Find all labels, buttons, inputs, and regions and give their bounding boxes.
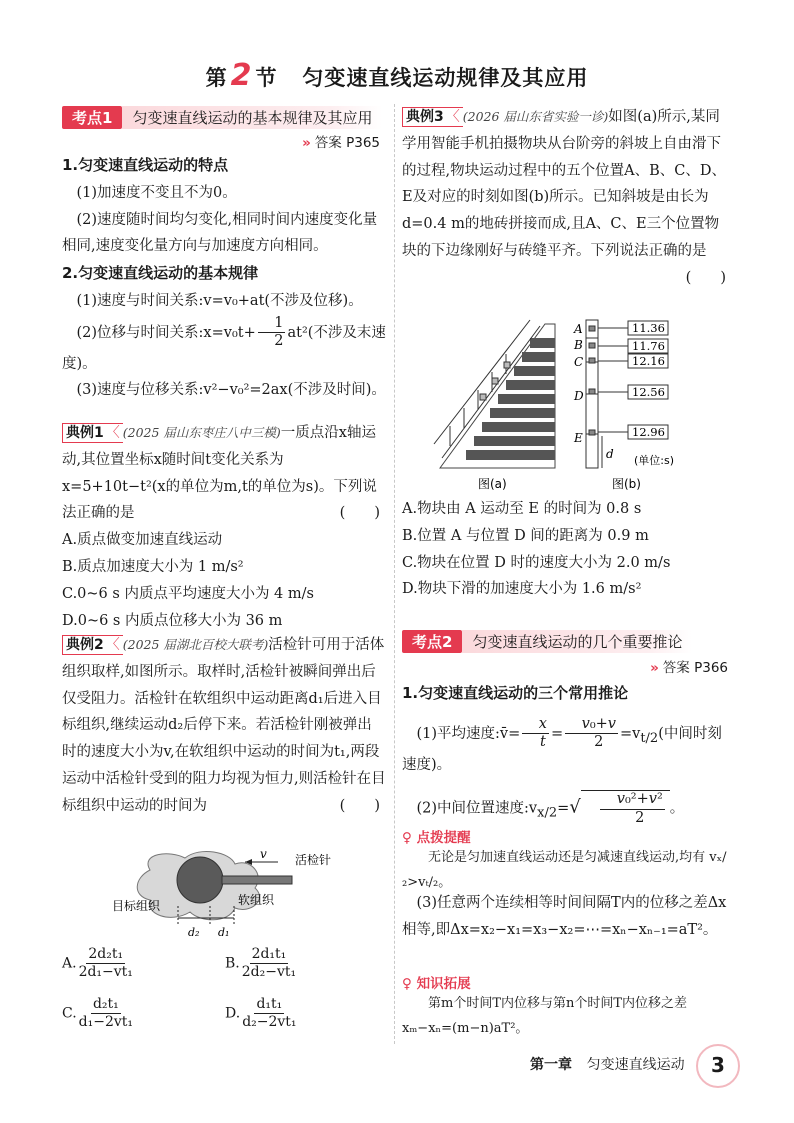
k2-answer: » 答案 P366 [650, 660, 728, 676]
ex2-option-b: B. $\frac{\text{2d₁t₁}}{\text{2d₂−vt₁}}$ [225, 946, 297, 980]
ex2-tag: 典例2 〈 [62, 635, 123, 655]
soft-label: 软组织 [238, 893, 275, 907]
ex1-option-a: A.质点做变加速直线运动 [62, 532, 223, 549]
needle-d1: d₁ [218, 926, 230, 938]
ex2-text: 活检针可用于活体组织取样,如图所示。取样时,活检针被瞬间弹出后仅受阻力。活检针在软组织中运动距离d₁后进入目标组织,继续运动d₂后停下来。若活检针刚被弹出时的速度大小为v,在软组织中运动的时间为t₁,两段运动中活检针受到的阻力均视为恒力,则活检针在目标组织中运动的时间为 [62, 637, 386, 814]
s2-line-3: (3)任意两个连续相等时间间隔T内的位移之差Δx相等,即Δx=x₂−x₁=x₃−x₂=⋯=xₙ−xₙ₋₁=aT²。 [402, 895, 727, 938]
s1-heading-1: 1.匀变速直线运动的特点 [62, 156, 229, 174]
s1-line-2: (2)速度随时间均匀变化,相同时间内速度变化量相同,速度变化量方向与加速度方向相同。 [62, 211, 378, 255]
k1-label: 匀变速直线运动的基本规律及其应用 [122, 106, 382, 129]
ex2-option-a: A. $\frac{\text{2d₂t₁}}{\text{2d₁−vt₁}}$ [62, 946, 133, 980]
d-label: d [606, 447, 614, 461]
ex2-option-d: D. $\frac{\text{d₁t₁}}{\text{d₂−2vt₁}}$ [225, 996, 297, 1030]
section1 [62, 152, 386, 404]
ex3-option-d: D.物块下滑的加速度大小为 1.6 m/s² [402, 581, 642, 598]
tip-text: 无论是匀加速直线运动还是匀减速直线运动,均有 vₓ/₂>vₜ/₂。 [402, 850, 727, 890]
ex3-text: 如图(a)所示,某同学用智能手机拍摄物块从台阶旁的斜坡上自由滑下的过程,物块运动过程中的五个位置A、B、C、D、E及对应的时刻如图(b)所示。已知斜坡是由长为d=0.4 m的地砖拼接而成,且A、C、E三个位置物块的下边缘刚好与砖缝平齐。下列说法正确的是 [402, 109, 726, 260]
ex1-paren: ( ) [339, 505, 380, 522]
time-a: 11.36 [632, 321, 665, 335]
s2-heading-1: 1.匀变速直线运动的三个常用推论 [402, 684, 629, 702]
time-b: 11.76 [632, 339, 665, 353]
page-number: 3 [696, 1044, 740, 1088]
example-3 [402, 104, 732, 292]
pos-label-d: D [574, 389, 584, 403]
ex2-paren: ( ) [339, 797, 380, 814]
pos-label-c: C [574, 355, 584, 369]
page-title: 第 2 节 匀变速直线运动规律及其应用 [205, 58, 589, 93]
needle-d2: d₂ [188, 926, 200, 938]
bulb-icon: ♀ [402, 830, 412, 846]
example-1 [62, 420, 386, 635]
pos-label-e: E [574, 431, 583, 445]
ex3-options [402, 496, 732, 603]
extension-box [402, 972, 732, 1041]
ex1-option-b: B.质点加速度大小为 1 m/s² [62, 559, 244, 576]
k2-header [402, 630, 732, 653]
ex3-tag: 典例3 〈 [402, 107, 463, 127]
target-label: 目标组织 [112, 899, 161, 913]
fig-b-label: 图(b) [612, 477, 641, 490]
ext-title: ♀ 知识拓展 [402, 976, 471, 992]
ex1-option-c: C.0~6 s 内质点平均速度大小为 4 m/s [62, 585, 314, 602]
ex1-option-d: D.0~6 s 内质点位移大小为 36 m [62, 612, 283, 629]
s2-line-3-wrap [402, 890, 732, 944]
column-divider [394, 104, 395, 1044]
unit-label: (单位:s) [634, 454, 675, 467]
ex1-text: 一质点沿x轴运动,其位置坐标x随时间t变化关系为x=5+10t−t²(x的单位为m,t的单位为s)。下列说法正确的是 [62, 425, 377, 522]
needle-figure [110, 848, 370, 938]
k1-answer: » 答案 P365 [302, 135, 380, 151]
k2-tag: 考点2 [402, 630, 462, 653]
ex1-tag: 典例1 〈 [62, 423, 123, 443]
ex3-paren: ( ) [685, 269, 726, 286]
k1-header [62, 106, 388, 129]
ex2-source: (2025 届湖北百校大联考) [122, 637, 269, 652]
ex3-option-b: B.位置 A 与位置 D 间的距离为 0.9 m [402, 527, 649, 544]
k2-label: 匀变速直线运动的几个重要推论 [462, 630, 692, 653]
needle-label: 活检针 [295, 853, 332, 867]
s1-line-4: (2)位移与时间关系:x=v₀t+ $\frac{1}{2}$ at²(不涉及末速度)。 [62, 314, 386, 372]
k1-tag: 考点1 [62, 106, 122, 129]
s1-line-5: (3)速度与位移关系:v²−v₀²=2ax(不涉及时间)。 [76, 382, 386, 399]
s2-line-2: (2)中间位置速度$:v_{x/2}=√$ $\frac{\text{v₀²+v²}}{2}$ 。 [416, 791, 685, 826]
stairs-figure [430, 318, 565, 490]
pos-label-a: A [574, 322, 583, 336]
pos-label-b: B [574, 338, 583, 352]
s1-heading-2: 2.匀变速直线运动的基本规律 [62, 264, 259, 283]
ex3-option-a: A.物块由 A 运动至 E 的时间为 0.8 s [402, 501, 642, 517]
s1-line-1: (1)加速度不变且不为0。 [76, 184, 237, 201]
needle-v: v [260, 848, 267, 861]
time-e: 12.96 [632, 425, 665, 439]
tip-box [402, 826, 732, 895]
time-c: 12.16 [632, 354, 665, 368]
fig-a-label: 图(a) [478, 477, 507, 490]
example-2 [62, 632, 386, 820]
ex3-option-c: C.物块在位置 D 时的速度大小为 2.0 m/s [402, 554, 671, 571]
s1-line-3: (1)速度与时间关系:v=v₀+at(不涉及位移)。 [76, 292, 363, 309]
positions-figure [572, 318, 722, 490]
section2 [402, 680, 732, 827]
time-d: 12.56 [632, 385, 665, 399]
ext-text: 第m个时间T内位移与第n个时间T内位移之差 xₘ−xₙ=(m−n)aT²。 [402, 996, 688, 1036]
tip-title: ♀ 点拨提醒 [402, 830, 471, 846]
bulb-icon: ♀ [402, 976, 412, 992]
s2-line-1: (1)平均速度:v̄= $\frac{x}{t}$ = $\frac{\text{v₀+v}}{2}$ $=v_{t/2}$(中间时刻速度)。 [402, 715, 722, 773]
footer-chapter: 第一章 匀变速直线运动 [530, 1057, 685, 1073]
ex1-source: (2025 届山东枣庄八中三模) [122, 425, 281, 440]
ex3-source: (2026 届山东省实验一诊) [462, 109, 609, 124]
ex2-option-c: C. $\frac{\text{d₂t₁}}{\text{d₁−2vt₁}}$ [62, 996, 134, 1030]
